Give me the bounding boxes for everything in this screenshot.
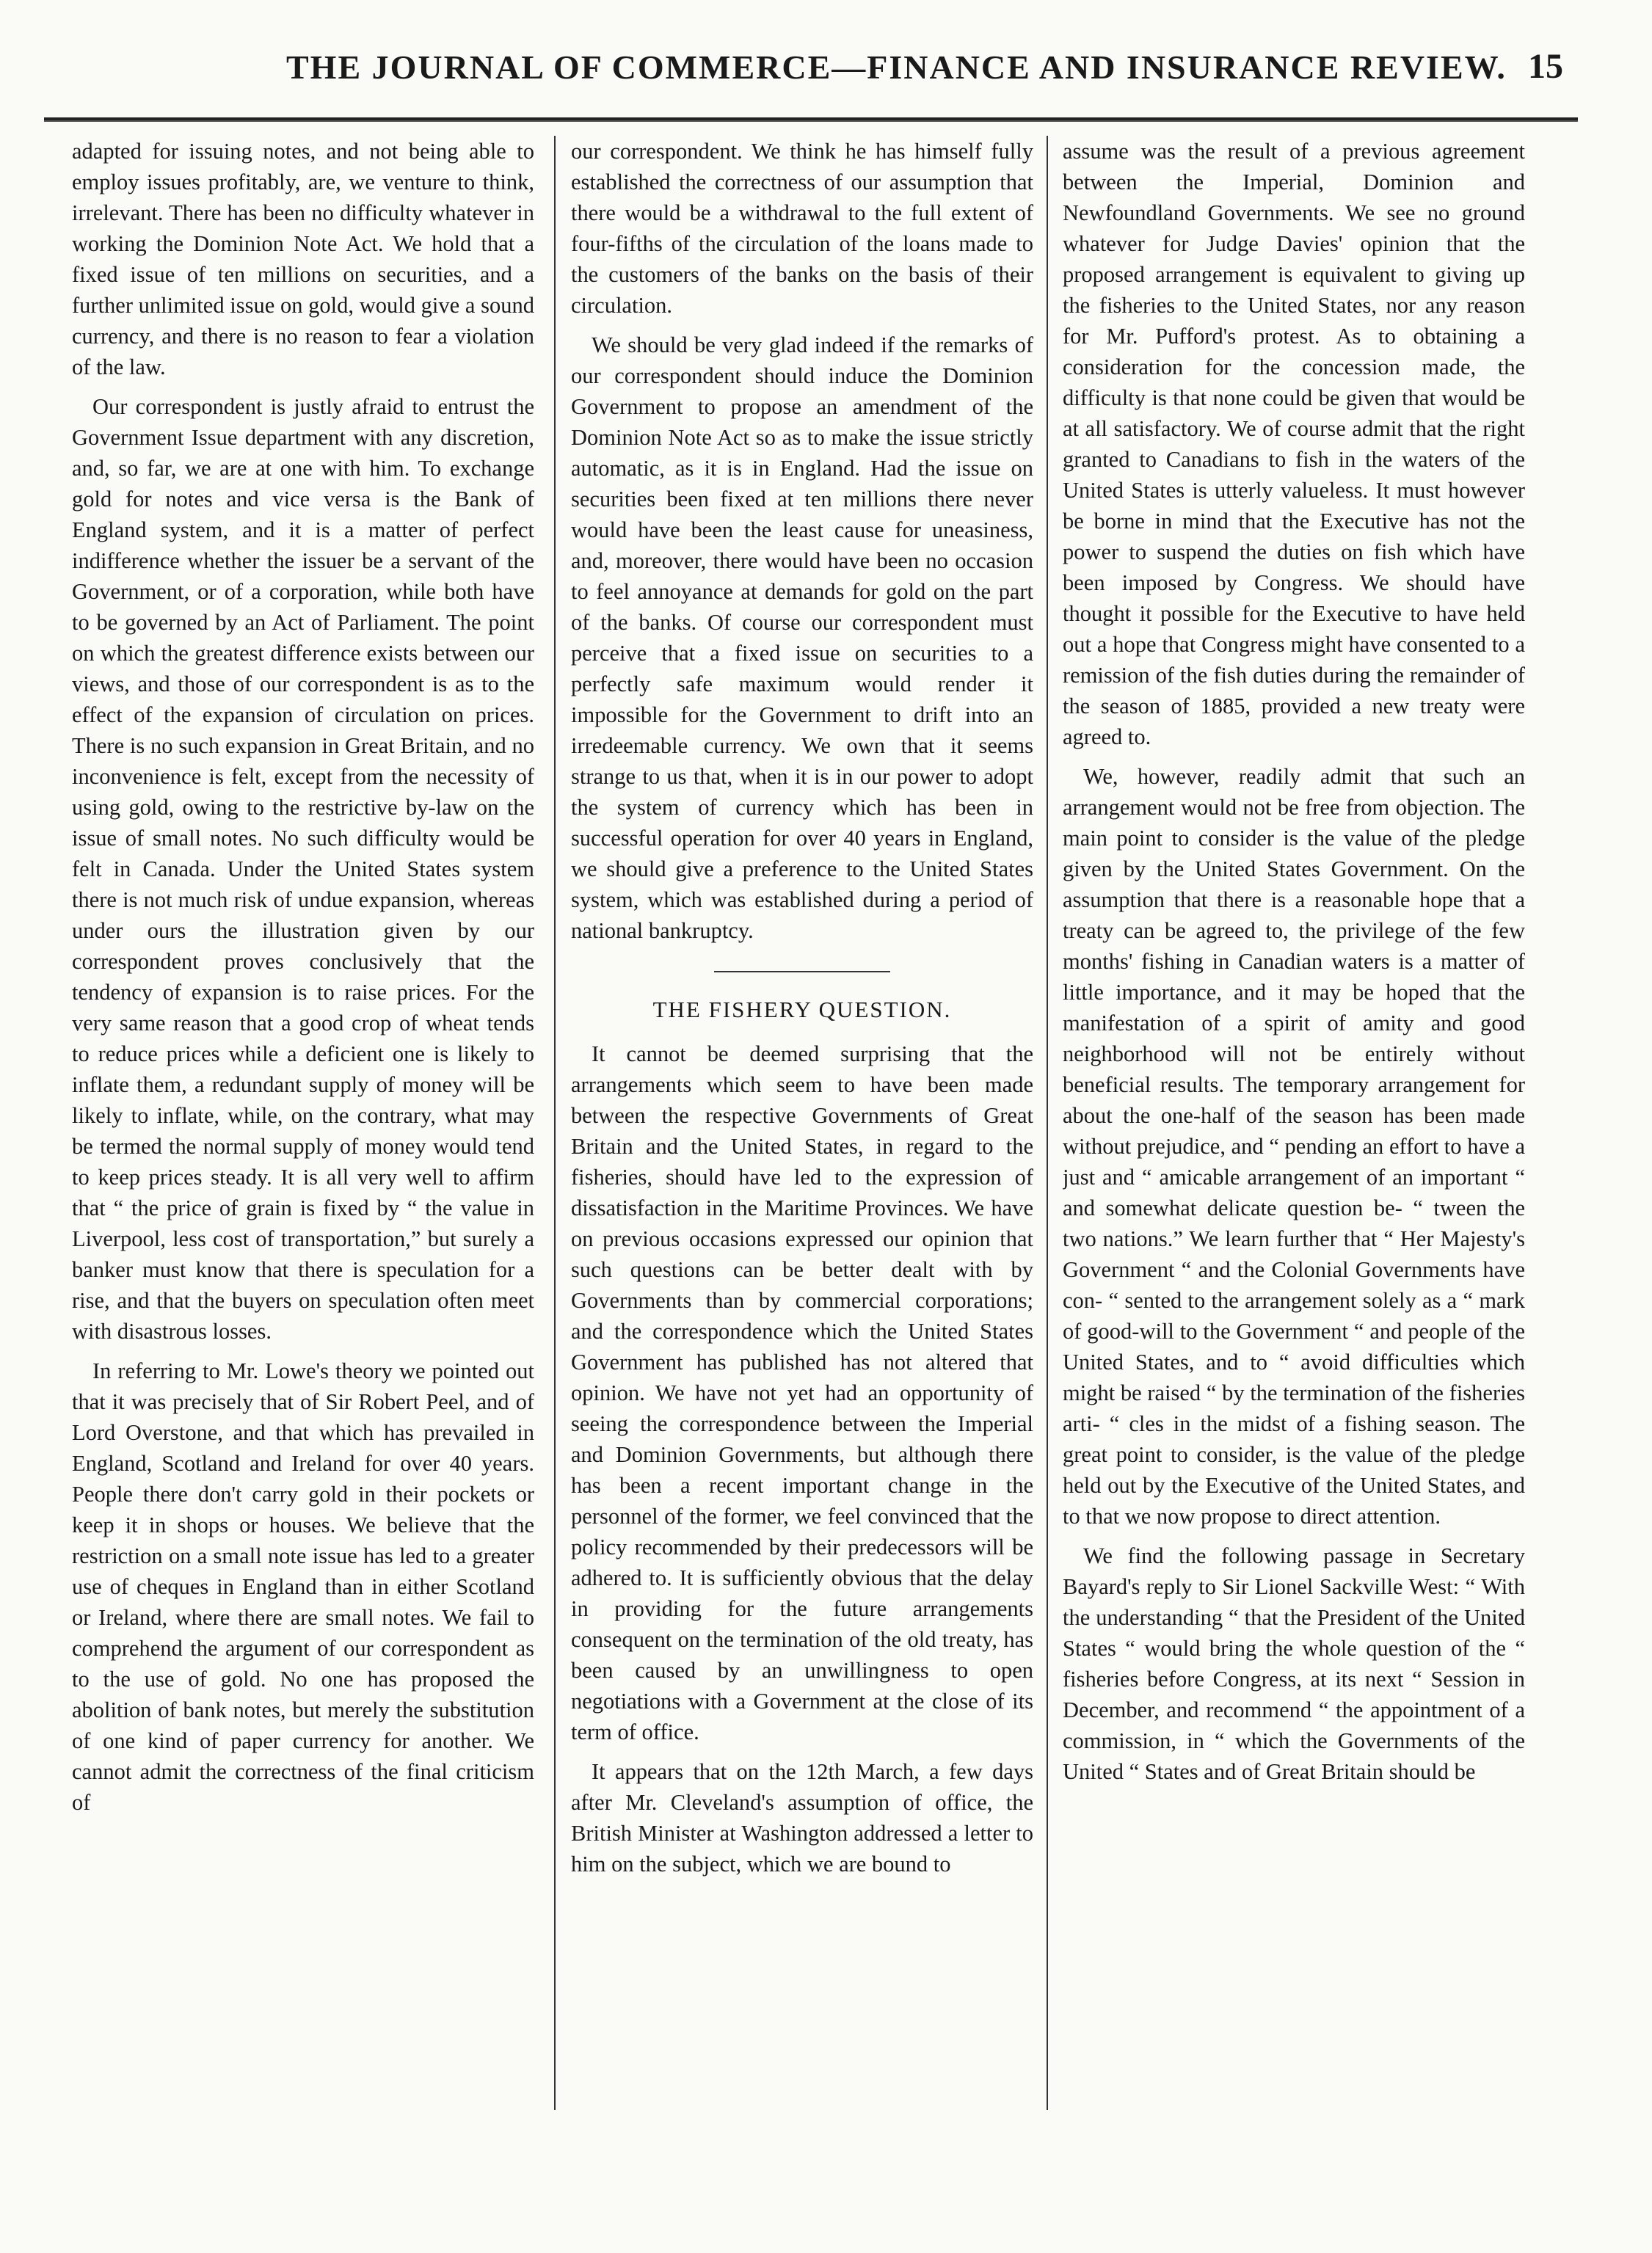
paragraph: Our correspondent is justly afraid to entrust the Government Issue department with any discretion, and, so far, we are at one with him. To exchange gold for notes and vice versa is the Bank of England system, and it is a matter of perfect indifference whether the issuer be a servant of the Government, or of a corporation, while both have to be governed by an Act of Parliament. The point on which the greatest difference exists between our views, and those of our correspondent is as to the effect of the expansion of circulation on prices. There is no such expansion in Great Britain, and no inconvenience is felt, except from the necessity of using gold, owing to the restrictive by-law on the issue of small notes. No such difficulty would be felt in Canada. Under the United States system there is not much risk of undue expansion, whereas under ours the illustration given by our correspondent proves conclusively that the tendency of expansion is to raise prices. For the very same reason that a good crop of wheat tends to reduce prices while a deficient one is likely to inflate them, a redundant supply of money will be likely to inflate, while, on the contrary, what may be termed the normal supply of money would tend to keep prices steady. It is all very well to affirm that “ the price of grain is fixed by “ the value in Liverpool, less cost of transportation,” but surely a banker must know that there is speculation for a rise, and that the buyers on speculation often meet with disastrous losses. [72, 394, 534, 1344]
column-divider [554, 136, 556, 2110]
column-right [1063, 136, 1525, 2205]
paragraph: It appears that on the 12th March, a few days after Mr. Cleveland's assumption of office, the British Minister at Washington addressed a letter to him on the subject, which we are bound to [571, 1759, 1033, 1877]
paragraph: We should be very glad indeed if the remarks of our correspondent should induce the Dominion Government to propose an amendment of the Dominion Note Act so as to make the issue strictly automatic, as it is in England. Had the issue on securities been fixed at ten millions there never would have been the least cause for uneasiness, and, moreover, there would have been no occasion to feel annoyance at demands for gold on the part of the banks. Of course our correspondent must perceive that a fixed issue on securities to a perfectly safe maximum would render it impossible for the Government to drift into an irredeemable currency. We own that it seems strange to us that, when it is in our power to adopt the system of currency which has been in successful operation for over 40 years in England, we should give a preference to the United States system, which was established during a period of national bankruptcy. [571, 332, 1033, 943]
section-rule [714, 971, 890, 972]
column-middle [571, 136, 1033, 2205]
paragraph: our correspondent. We think he has himself fully established the correctness of our assumption that there would be a withdrawal to the full extent of four-fifths of the circulation of the loans made to the customers of the banks on the basis of their circulation. [571, 139, 1033, 318]
column-divider [1047, 136, 1048, 2110]
section-heading: THE FISHERY QUESTION. [652, 997, 952, 1022]
paragraph: assume was the result of a previous agreement between the Imperial, Dominion and Newfoundland Governments. We see no ground whatever for Judge Davies' opinion that the proposed arrangement is equivalent to giving up the fisheries to the United States, nor any reason for Mr. Pufford's protest. As to obtaining a consideration for the concession made, the difficulty is that none could be given that would be at all satisfactory. We of course admit that the right granted to Canadians to fish in the waters of the United States is utterly valueless. It must however be borne in mind that the Executive has not the power to suspend the duties on fish which have been imposed by Congress. We should have thought it possible for the Executive to have held out a hope that Congress might have consented to a remission of the fish duties during the remainder of the season of 1885, provided a new treaty were agreed to. [1063, 139, 1525, 749]
header-rule [44, 117, 1578, 122]
paragraph: adapted for issuing notes, and not being able to employ issues profitably, are, we venture to think, irrelevant. There has been no difficulty whatever in working the Dominion Note Act. We hold that a fixed issue of ten millions on securities, and a further unlimited issue on gold, would give a sound currency, and there is no reason to fear a violation of the law. [72, 139, 534, 379]
journal-title: THE JOURNAL OF COMMERCE—FINANCE AND INSURANCE REVIEW. [286, 48, 1507, 86]
paragraph: It cannot be deemed surprising that the arrangements which seem to have been made between the respective Governments of Great Britain and the United States, in regard to the fisheries, should have led to the expression of dissatisfaction in the Maritime Provinces. We have on previous occasions expressed our opinion that such questions can be better dealt with by Governments than by commercial corporations; and the correspondence which the United States Government has published has not altered that opinion. We have not yet had an opportunity of seeing the correspondence between the Imperial and Dominion Governments, but although there has been a recent important change in the personnel of the former, we feel convinced that the policy recommended by their predecessors will be adhered to. It is sufficiently obvious that the delay in providing for the future arrangements consequent on the termination of the old treaty, has been caused by an unwillingness to open negotiations with a Government at the close of its term of office. [571, 1041, 1033, 1744]
page-number: 15 [1528, 47, 1563, 86]
paragraph: We, however, readily admit that such an arrangement would not be free from objection. The main point to consider is the value of the pledge given by the United States Government. On the assumption that there is a reasonable hope that a treaty can be agreed to, the privilege of the few months' fishing in Canadian waters is a matter of little importance, and it may be hoped that the manifestation of a spirit of amity and good neighborhood will not be entirely without beneficial results. The temporary arrangement for about the one-half of the season has been made without prejudice, and “ pending an effort to have a just and “ amicable arrangement of an important “ and somewhat delicate question be- “ tween the two nations.” We learn further that “ Her Majesty's Government “ and the Colonial Governments have con- “ sented to the arrangement solely as a “ mark of good-will to the Government “ and people of the United States, and to “ avoid difficulties which might be raised “ by the termination of the fisheries arti- “ cles in the midst of a fishing season. The great point to consider, is the value of the pledge held out by the Executive of the United States, and to that we now propose to direct attention. [1063, 764, 1525, 1529]
paragraph: We find the following passage in Secretary Bayard's reply to Sir Lionel Sackville West: “ With the understanding “ that the President of the United States “ would bring the whole question of the “ fisheries before Congress, at its next “ Session in December, and recommend “ the appointment of a commission, in “ which the Governments of the United “ States and of Great Britain should be [1063, 1543, 1525, 1784]
column-left [72, 136, 534, 2205]
page-header [44, 40, 1578, 99]
paragraph: In referring to Mr. Lowe's theory we pointed out that it was precisely that of Sir Robert Peel, and of Lord Overstone, and that which has prevailed in England, Scotland and Ireland for over 40 years. People there don't carry gold in their pockets or keep it in shops or houses. We believe that the restriction on a small note issue has led to a greater use of cheques in England than in either Scotland or Ireland, where there are small notes. We fail to comprehend the argument of our correspondent as to the use of gold. No one has proposed the abolition of bank notes, but merely the substitution of one kind of paper currency for another. We cannot admit the correctness of the final criticism of [72, 1358, 534, 1815]
